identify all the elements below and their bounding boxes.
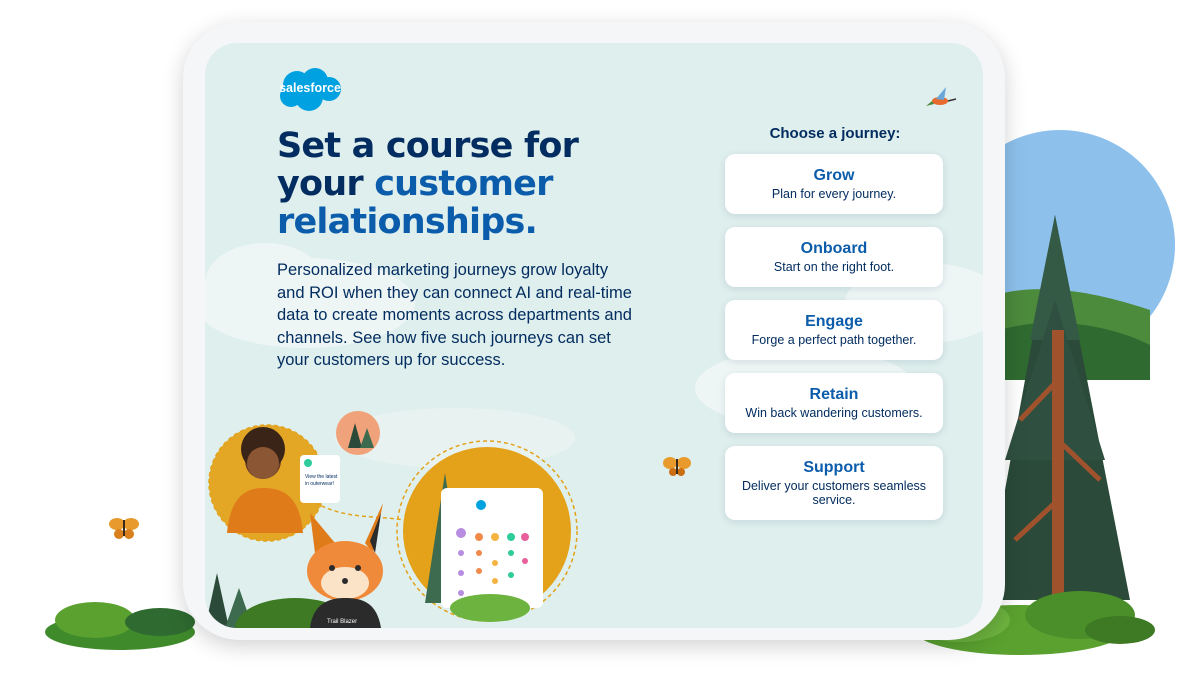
journey-description: Win back wandering customers. — [745, 406, 923, 420]
journey-card-onboard[interactable] — [725, 227, 943, 287]
journey-description: Forge a perfect path together. — [751, 333, 917, 347]
butterfly-icon — [109, 518, 139, 539]
svg-text:in outerwear!: in outerwear! — [305, 481, 334, 487]
headline-part1: Set a course for your — [277, 126, 579, 204]
journey-description: Deliver your customers seamless service. — [741, 479, 927, 507]
journey-title: Engage — [805, 313, 863, 330]
intro-paragraph: Personalized marketing journeys grow loyalty and ROI when they can connect AI and real-time data to create moments across departments and channels. See how five such journeys can set your customers up for success. — [277, 261, 632, 370]
customer-avatar — [209, 425, 340, 541]
email-card-text: View the latest — [305, 474, 338, 480]
journey-title: Retain — [809, 386, 859, 403]
page-title — [277, 127, 657, 241]
mascot-fox — [307, 503, 383, 628]
headline-accent: customer — [374, 164, 553, 204]
journey-description: Plan for every journey. — [771, 187, 897, 201]
journey-title: Support — [803, 459, 865, 476]
journey-illustration — [205, 403, 605, 628]
tablet-screen — [205, 43, 983, 628]
journey-description: Start on the right foot. — [773, 260, 895, 274]
journey-card-grow[interactable] — [725, 154, 943, 214]
journey-card-engage[interactable] — [725, 300, 943, 360]
journey-map-circle — [397, 441, 577, 622]
hummingbird-icon — [926, 87, 956, 106]
journey-title: Grow — [813, 167, 855, 184]
salesforce-logo[interactable] — [275, 65, 345, 113]
journey-card-retain[interactable] — [725, 373, 943, 433]
left-bushes — [45, 602, 195, 650]
mascot-shirt-text: Trail Blazer — [327, 619, 358, 625]
logo-text: salesforce — [279, 81, 341, 95]
headline-part2: relationships. — [277, 202, 538, 242]
journey-title: Onboard — [800, 240, 868, 257]
butterfly-icon — [663, 457, 691, 476]
journey-heading: Choose a journey: — [769, 125, 901, 142]
tree-badge — [336, 411, 380, 455]
journey-card-support[interactable] — [725, 446, 943, 520]
